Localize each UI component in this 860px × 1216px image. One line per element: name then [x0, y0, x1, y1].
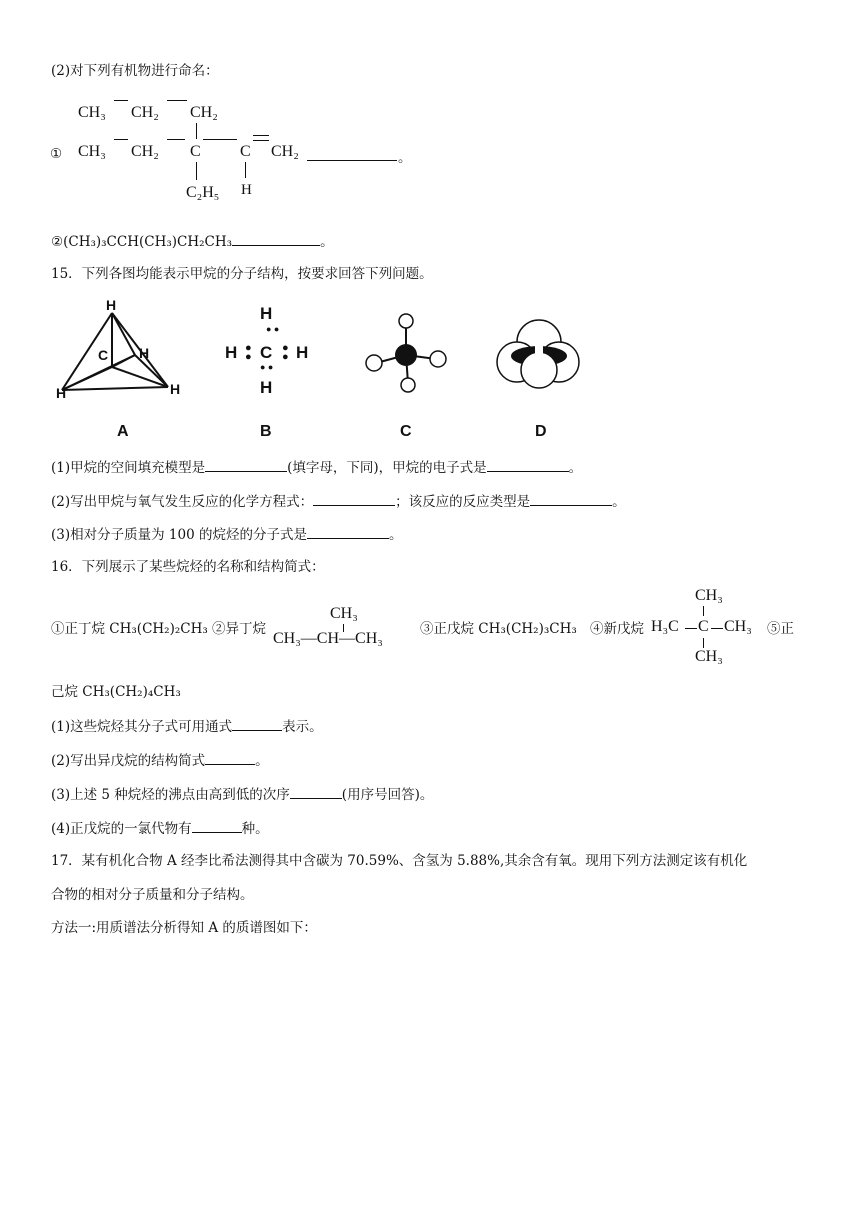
q14-item2: [51, 231, 334, 251]
q14-part2-intro: (2)对下列有机物进行命名：: [51, 63, 219, 79]
atom-label: CH₂: [131, 143, 159, 160]
figure-a-tetrahedron: [50, 295, 200, 440]
q16-sub1: [51, 716, 323, 736]
q17-method1: 方法一:用质谱法分析得知 A 的质谱图如下：: [51, 920, 317, 936]
q15-sub1: [51, 457, 582, 477]
answer-blank[interactable]: [232, 716, 282, 731]
alkane-item-3: ③正戊烷 CH₃(CH₂)₃CH₃: [420, 621, 577, 637]
answer-blank[interactable]: [307, 146, 397, 161]
q17-line2: 合物的相对分子质量和分子结构。: [51, 887, 254, 903]
atom-label: CH₃—CH—CH₃: [273, 630, 383, 647]
atom-h-right: H: [170, 381, 181, 397]
atom-h-right: H: [296, 343, 309, 362]
answer-blank[interactable]: [232, 231, 320, 246]
punctuation: 。: [388, 527, 403, 543]
atom-h-right-mid: H: [139, 345, 150, 361]
question-text: (2)写出甲烷与氧气发生反应的化学方程式：: [51, 494, 314, 510]
q15-sub2: [51, 491, 626, 511]
atom-label: CH₃: [78, 143, 106, 160]
punctuation: 。: [568, 460, 583, 476]
atom-h-bottom: H: [260, 378, 273, 397]
answer-blank[interactable]: [313, 491, 395, 506]
atom-c: C: [98, 347, 109, 363]
q17-line1: 17．某有机化合物 A 经李比希法测得其中含碳为 70.59%、含氢为 5.88%,其余含有氧。现用下列方法测定该有机化: [51, 853, 748, 869]
answer-blank[interactable]: [205, 457, 287, 472]
atom-label: C: [240, 143, 251, 160]
question-text: (用序号回答)。: [341, 787, 434, 803]
atom-h-top: H: [106, 297, 117, 313]
punctuation: 。: [398, 150, 412, 165]
atom-label: CH₃: [78, 104, 106, 121]
atom-label: CH₂: [131, 104, 159, 121]
q15-sub3: [51, 524, 402, 544]
item1-marker: ①: [50, 146, 63, 161]
question-text: (1)甲烷的空间填充模型是: [51, 460, 206, 476]
figure-label-b: B: [260, 423, 272, 440]
atom-label: CH₃: [724, 618, 752, 635]
alkane-item-4: ④新戊烷: [590, 621, 644, 637]
question-text: (3)相对分子质量为 100 的烷烃的分子式是: [51, 527, 307, 543]
atom-label: CH₃: [695, 648, 723, 665]
question-text: 表示。: [282, 719, 323, 735]
alkane-item-2: ②异丁烷: [212, 621, 266, 637]
question-text: (2)写出异戊烷的结构简式: [51, 753, 206, 769]
atom-label: H: [241, 182, 252, 198]
figure-b-electron-dot: [220, 300, 320, 440]
figure-c-ball-stick: [360, 305, 460, 440]
question-text: ；该反应的反应类型是: [395, 494, 531, 510]
punctuation: 。: [320, 234, 334, 250]
answer-blank[interactable]: [290, 784, 342, 799]
alkane-item-1: ①正丁烷 CH₃(CH₂)₂CH₃: [51, 621, 208, 637]
figure-d-space-filling: [495, 312, 595, 440]
figure-label-c: C: [400, 423, 412, 440]
punctuation: 。: [255, 753, 269, 769]
question-text: (4)正戊烷的一氯代物有: [51, 821, 192, 837]
atom-label: CH₂: [271, 143, 299, 160]
question-text: 种。: [241, 821, 269, 837]
q16-stem: 16．下列展示了某些烷烃的名称和结构简式：: [51, 559, 325, 575]
atom-h-left: H: [56, 385, 67, 401]
alkane-item-5: ⑤正: [767, 621, 794, 637]
electron-pair: ● ●: [260, 362, 274, 372]
atom-c: C: [260, 343, 273, 362]
answer-blank[interactable]: [307, 524, 389, 539]
q16-sub3: [51, 784, 433, 804]
electron-pair: ● ●: [266, 324, 280, 334]
electron-pair: ● ●: [245, 342, 252, 363]
atom-label: CH₂: [190, 104, 218, 121]
atom-label: C: [698, 618, 709, 635]
answer-blank[interactable]: [205, 750, 255, 765]
atom-label: H₃C: [651, 618, 679, 635]
electron-pair: ● ●: [282, 342, 289, 363]
answer-blank[interactable]: [530, 491, 612, 506]
answer-blank[interactable]: [487, 457, 569, 472]
structure-formula-1: [0, 0, 860, 220]
punctuation: 。: [612, 494, 626, 510]
atom-label: C: [190, 143, 201, 160]
item2-formula: ②(CH₃)₃CCH(CH₃)CH₂CH₃: [51, 234, 233, 250]
atom-h-left: H: [225, 343, 238, 362]
q16-sub4: [51, 818, 269, 838]
q16-sub2: [51, 750, 269, 770]
atom-label: CH₃: [330, 605, 358, 622]
question-text: (填字母，下同)，甲烷的电子式是: [287, 460, 487, 476]
atom-label: CH₃: [695, 587, 723, 604]
figure-label-d: D: [535, 423, 547, 440]
question-text: (1)这些烷烃其分子式可用通式: [51, 719, 233, 735]
atom-label: C₂H₅: [186, 184, 220, 201]
q15-stem: 15．下列各图均能表示甲烷的分子结构，按要求回答下列问题。: [51, 266, 433, 282]
question-text: (3)上述 5 种烷烃的沸点由高到低的次序: [51, 787, 290, 803]
alkane-item-5-cont: 己烷 CH₃(CH₂)₄CH₃: [51, 684, 181, 700]
answer-blank[interactable]: [192, 818, 242, 833]
q16-structures-row: [0, 585, 860, 675]
atom-h-top: H: [260, 304, 273, 323]
figure-label-a: A: [117, 423, 129, 440]
